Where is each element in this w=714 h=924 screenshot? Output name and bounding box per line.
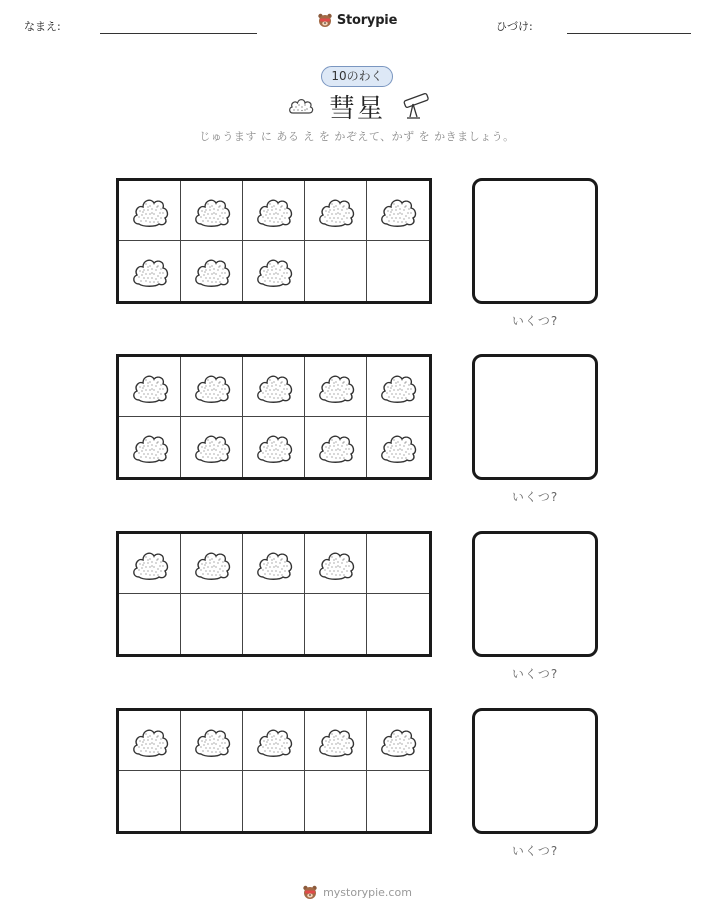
ten-frame-cell — [181, 357, 243, 417]
ten-frame-cell — [305, 241, 367, 301]
dotted-cloud-icon — [316, 429, 356, 465]
dotted-cloud-icon — [254, 723, 294, 759]
answer-prompt: いくつ? — [511, 314, 559, 328]
answer-box[interactable] — [472, 178, 598, 304]
ten-frame-cell — [181, 711, 243, 771]
answer-box[interactable] — [472, 354, 598, 480]
ten-frame-cell — [243, 771, 305, 831]
ten-frame-cell — [367, 534, 429, 594]
dotted-cloud-icon — [316, 723, 356, 759]
ten-frame-cell — [119, 357, 181, 417]
dotted-cloud-icon — [254, 253, 294, 289]
ten-frame-cell — [305, 357, 367, 417]
ten-frame-cell — [119, 417, 181, 477]
ten-frame-cell — [181, 534, 243, 594]
ten-frame-cell — [119, 534, 181, 594]
ten-frame-cell — [305, 181, 367, 241]
ten-frame — [116, 708, 432, 834]
ten-frame-badge: 10のわく — [321, 66, 393, 87]
dotted-cloud-icon — [130, 429, 170, 465]
answer-box[interactable] — [472, 531, 598, 657]
ten-frame-cell — [367, 594, 429, 654]
ten-frame-cell — [367, 771, 429, 831]
page-title: 彗星 — [328, 94, 385, 124]
brand-logo — [0, 12, 714, 28]
dotted-cloud-icon — [254, 193, 294, 229]
name-label: なまえ: — [24, 20, 61, 33]
dotted-cloud-icon — [316, 193, 356, 229]
ten-frame-cell — [181, 417, 243, 477]
answer-box[interactable] — [472, 708, 598, 834]
ten-frame-cell — [243, 181, 305, 241]
ten-frame-cell — [305, 417, 367, 477]
brand-name: Storypie — [336, 12, 398, 28]
ten-frame-cell — [305, 534, 367, 594]
answer-prompt: いくつ? — [511, 844, 559, 858]
name-line[interactable] — [100, 33, 257, 34]
dotted-cloud-icon — [192, 723, 232, 759]
dotted-cloud-icon — [192, 546, 232, 582]
dotted-cloud-icon — [378, 369, 418, 405]
telescope-icon — [398, 92, 432, 120]
dotted-cloud-icon — [378, 723, 418, 759]
ten-frame-cell — [243, 357, 305, 417]
bear-mascot-icon — [302, 884, 318, 900]
ten-frame-cell — [243, 241, 305, 301]
dotted-cloud-icon — [130, 253, 170, 289]
ten-frame-cell — [305, 594, 367, 654]
ten-frame-cell — [119, 241, 181, 301]
answer-prompt: いくつ? — [511, 490, 559, 504]
footer — [0, 884, 714, 900]
ten-frame-cell — [367, 711, 429, 771]
ten-frame-cell — [119, 711, 181, 771]
ten-frame-cell — [243, 711, 305, 771]
dotted-cloud-icon — [378, 193, 418, 229]
ten-frame-cell — [243, 534, 305, 594]
dotted-cloud-icon — [130, 546, 170, 582]
ten-frame — [116, 354, 432, 480]
ten-frame-cell — [305, 771, 367, 831]
dotted-cloud-icon — [192, 193, 232, 229]
ten-frame-cell — [181, 594, 243, 654]
ten-frame — [116, 178, 432, 304]
ten-frame-cell — [119, 181, 181, 241]
ten-frame-cell — [305, 711, 367, 771]
dotted-cloud-icon — [254, 429, 294, 465]
footer-url[interactable]: mystorypie.com — [323, 885, 412, 899]
ten-frame-cell — [243, 417, 305, 477]
ten-frame-cell — [243, 594, 305, 654]
ten-frame-cell — [119, 594, 181, 654]
dotted-cloud-icon — [192, 369, 232, 405]
dotted-cloud-icon — [130, 369, 170, 405]
dotted-cloud-icon — [192, 429, 232, 465]
instructions: じゅうます に ある え を かぞえて、かず を かきましょう。 — [199, 130, 515, 143]
dotted-cloud-icon — [254, 369, 294, 405]
answer-prompt: いくつ? — [511, 667, 559, 681]
ten-frame-cell — [181, 771, 243, 831]
ten-frame-cell — [367, 241, 429, 301]
ten-frame-cell — [367, 357, 429, 417]
dotted-cloud-icon — [316, 546, 356, 582]
dotted-cloud-icon — [130, 193, 170, 229]
ten-frame — [116, 531, 432, 657]
dotted-cloud-icon — [378, 429, 418, 465]
ten-frame-cell — [367, 181, 429, 241]
dotted-cloud-icon — [192, 253, 232, 289]
ten-frame-cell — [181, 181, 243, 241]
bear-mascot-icon — [317, 12, 333, 28]
dotted-cloud-icon — [130, 723, 170, 759]
dotted-cloud-icon — [254, 546, 294, 582]
ten-frame-cell — [181, 241, 243, 301]
ten-frame-cell — [119, 771, 181, 831]
dotted-cloud-icon — [316, 369, 356, 405]
date-line[interactable] — [567, 33, 691, 34]
ten-frame-cell — [367, 417, 429, 477]
date-label: ひづけ: — [496, 20, 533, 33]
